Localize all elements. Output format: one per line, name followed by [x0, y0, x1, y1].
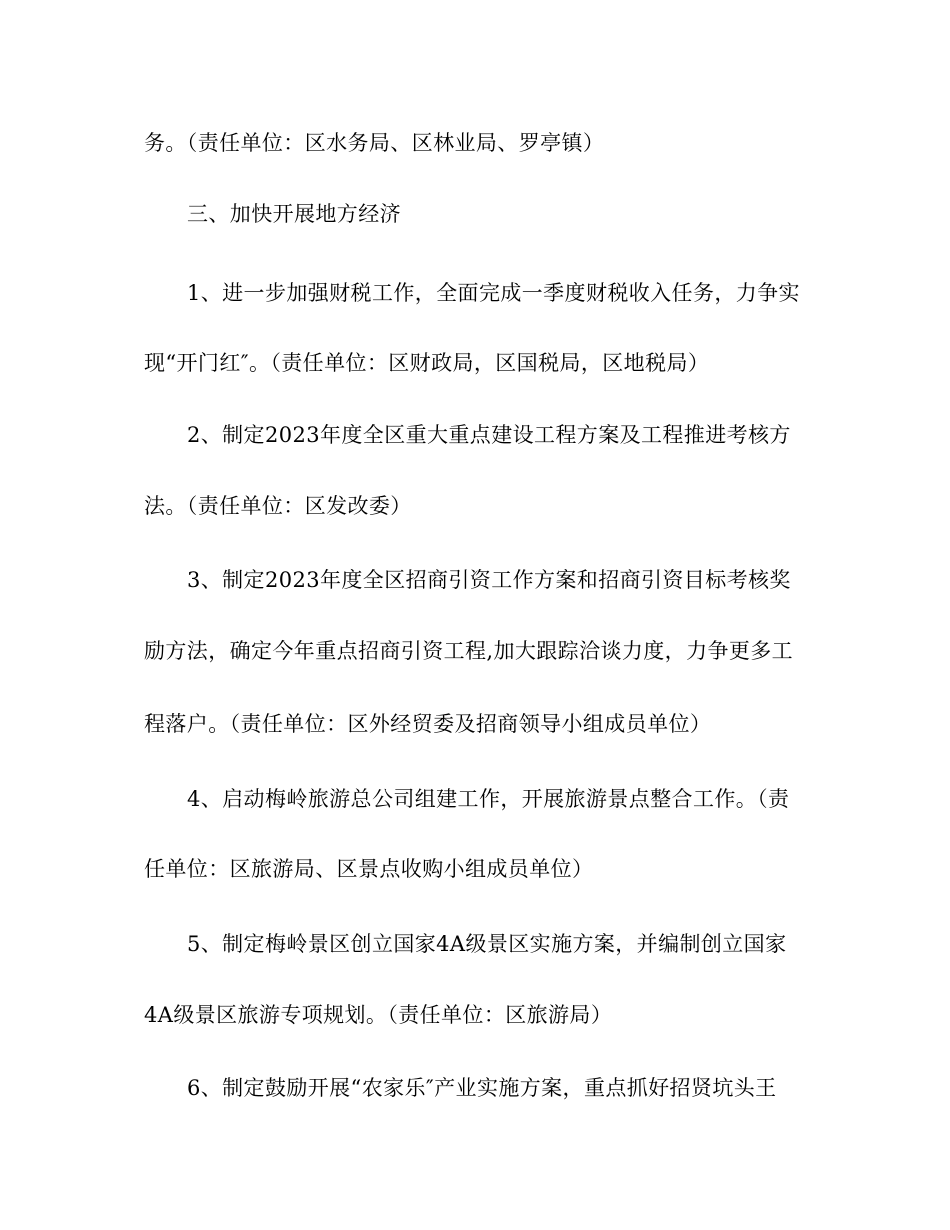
paragraph-line: 励方法，确定今年重点招商引资工程,加大跟踪洽谈力度，力争更多工	[144, 639, 794, 663]
paragraph-line: 法。（责任单位：区发改委）	[144, 494, 412, 518]
paragraph-line: 5、制定梅岭景区创立国家4A级景区实施方案，并编制创立国家	[187, 932, 787, 956]
section-heading: 三、加快开展地方经济	[187, 202, 401, 226]
paragraph-line: 现“开门红″。（责任单位：区财政局，区国税局，区地税局）	[144, 351, 710, 375]
paragraph-line: 2、制定2023年度全区重大重点建设工程方案及工程推进考核方	[187, 423, 791, 447]
paragraph-line: 1、进一步加强财税工作，全面完成一季度财税收入任务，力争实	[187, 281, 800, 305]
paragraph-line: 程落户。（责任单位：区外经贸委及招商领导小组成员单位）	[144, 712, 712, 736]
paragraph-line: 6、制定鼓励开展“农家乐″产业实施方案，重点抓好招贤坑头王	[187, 1076, 777, 1100]
paragraph-line: 任单位：区旅游局、区景点收购小组成员单位）	[144, 857, 594, 881]
paragraph-line: 4、启动梅岭旅游总公司组建工作，开展旅游景点整合工作。（责	[187, 787, 790, 811]
paragraph-line: 3、制定2023年度全区招商引资工作方案和招商引资目标考核奖	[187, 568, 791, 592]
paragraph-line: 4A级景区旅游专项规划。（责任单位：区旅游局）	[144, 1003, 613, 1027]
paragraph-line: 务。（责任单位：区水务局、区林业局、罗亭镇）	[144, 131, 605, 155]
